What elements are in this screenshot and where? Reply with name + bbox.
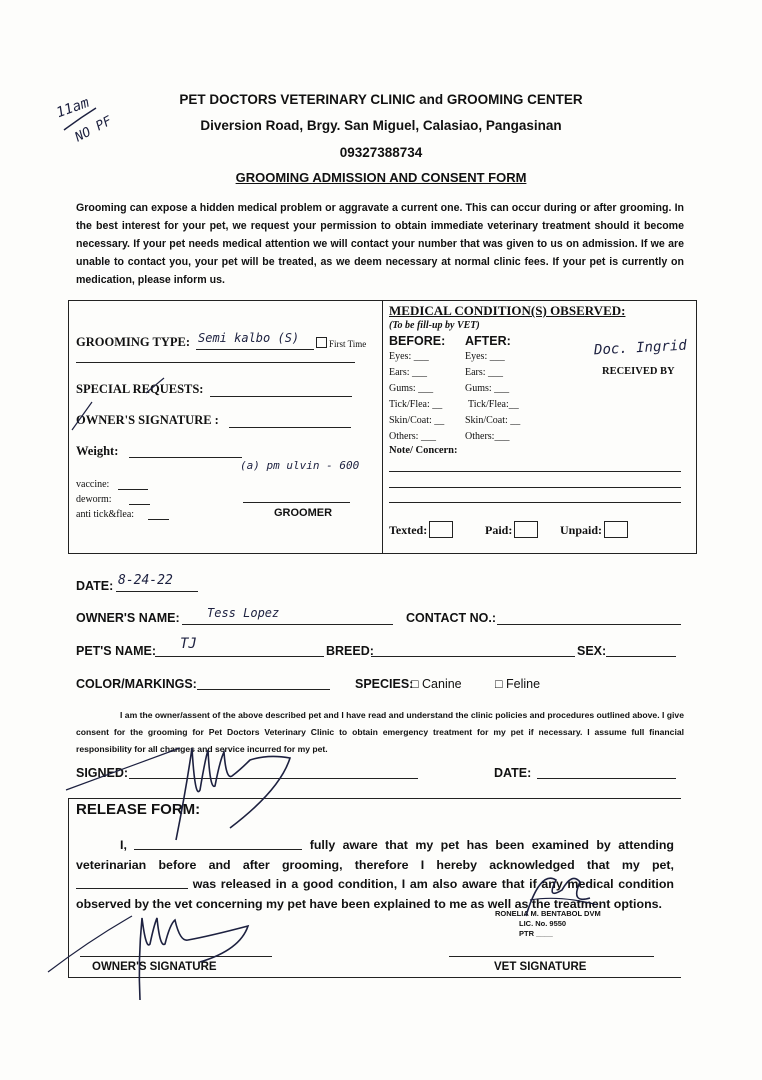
med-row-gums: Gums: ___ — [389, 383, 434, 394]
species-label: SPECIES: — [355, 677, 414, 691]
color-line[interactable] — [197, 689, 330, 690]
special-requests-line[interactable] — [210, 396, 352, 397]
med-row-ears-after: Ears: ___ — [465, 367, 504, 378]
first-time-option[interactable] — [316, 337, 366, 349]
paid-field[interactable]: Paid: — [485, 521, 538, 538]
release-pet-blank[interactable] — [76, 876, 188, 889]
release-text-2: was released in a good condition, I am also aware that if any medical condition observed by the vet concerning my pet have been explained to me as well as the treatment options. — [76, 877, 674, 911]
weight-line[interactable] — [129, 457, 242, 458]
clinic-phone: 09327388734 — [339, 145, 423, 160]
texted-checkbox[interactable] — [429, 521, 453, 538]
owner-sig-label: OWNER'S SIGNATURE — [92, 961, 217, 973]
consent-paragraph: I am the owner/assent of the above described pet and I have read and understand the clinic policies and procedures outlined above. I give consent for the grooming for Pet Doctors Veterinary Clinic to obtain emergency treatment for my pet if necessary. I assume full financial responsibility for all changes and service incurred for my pet. — [76, 710, 684, 754]
vaccine-line[interactable] — [118, 489, 148, 490]
first-time-label: First Time — [329, 339, 367, 349]
groomer-line[interactable] — [243, 502, 350, 503]
weight-note: (a) pm ulvin - 600 — [240, 459, 360, 472]
signed-date-label: DATE: — [494, 766, 532, 780]
unpaid-field[interactable]: Unpaid: — [560, 521, 628, 538]
date-value[interactable]: 8-24-22 — [118, 573, 173, 588]
medical-subtitle: (To be fill-up by VET) — [389, 320, 480, 331]
med-row-gums-after: Gums: ___ — [465, 383, 510, 394]
contact-label: CONTACT NO.: — [406, 611, 497, 625]
owners-signature-line[interactable] — [229, 427, 351, 428]
clinic-address: Diversion Road, Brgy. San Miguel, Calasiao, Pangasinan — [200, 118, 562, 133]
pet-name-label: PET'S NAME: — [76, 644, 157, 658]
owner-name-label: OWNER'S NAME: — [76, 611, 180, 625]
feline-option[interactable]: □ Feline — [495, 677, 541, 691]
canine-option[interactable]: □ Canine — [411, 677, 462, 691]
sex-label: SEX: — [577, 644, 607, 658]
med-row-skin-after: Skin/Coat: __ — [465, 415, 521, 426]
received-by-label: RECEIVED BY — [602, 366, 675, 377]
no-pf-annotation: NO PF — [72, 113, 115, 146]
date-line — [116, 591, 198, 592]
med-row-eyes: Eyes: ___ — [389, 351, 429, 362]
vet-stamp-lic: LIC. No. 9550 — [519, 919, 567, 928]
grooming-type-line-2 — [76, 362, 355, 363]
owner-name-line — [182, 624, 393, 625]
contact-line[interactable] — [497, 624, 681, 625]
intro-paragraph: Grooming can expose a hidden medical problem or aggravate a current one. This can occur during or after grooming. In the best interest for your pet, we request your permission to obtain immediate veterinary treatment should it become necessary. If your pet needs medical attention we will contact your number that was given to us on admission. If we are unable to contact you, your pet will be treated, as we deem necessary at normal clinic fees. If your pet is currently on medication, please inform us. — [76, 202, 684, 286]
signed-line[interactable] — [129, 778, 418, 779]
paid-checkbox[interactable] — [514, 521, 538, 538]
release-name-blank[interactable] — [134, 837, 302, 850]
weight-label: Weight: — [76, 444, 119, 458]
pet-name-line — [155, 656, 324, 657]
note-line-3[interactable] — [389, 502, 681, 503]
med-row-others-after: Others:___ — [465, 431, 510, 442]
owner-name-value[interactable]: Tess Lopez — [207, 606, 280, 620]
first-time-checkbox[interactable] — [316, 337, 327, 348]
time-annotation: 11am — [54, 94, 92, 122]
color-label: COLOR/MARKINGS: — [76, 677, 197, 691]
sex-line[interactable] — [606, 656, 676, 657]
grooming-type-value[interactable]: Semi kalbo (S) — [198, 331, 300, 345]
release-i-label: I, — [120, 838, 127, 852]
med-row-skin: Skin/Coat: __ — [389, 415, 445, 426]
deworm-line[interactable] — [129, 504, 150, 505]
anti-tick-label: anti tick&flea: — [76, 509, 135, 520]
owner-sig-line[interactable] — [80, 956, 272, 957]
signed-label: SIGNED: — [76, 766, 129, 780]
before-label: BEFORE: — [389, 334, 446, 348]
grooming-type-label: GROOMING TYPE: — [76, 335, 191, 349]
release-title: RELEASE FORM: — [76, 801, 201, 818]
med-row-others: Others: ___ — [389, 431, 436, 442]
release-paragraph — [76, 836, 674, 914]
med-row-eyes-after: Eyes: ___ — [465, 351, 505, 362]
breed-line[interactable] — [371, 656, 575, 657]
deworm-label: deworm: — [76, 494, 112, 505]
note-line-1[interactable] — [389, 471, 681, 472]
vet-sig-line[interactable] — [449, 956, 654, 957]
after-label: AFTER: — [465, 334, 511, 348]
release-text-1: fully aware that my pet has been examined by attending veterinarian before and after grooming, therefore I hereby acknowledged that my pet, — [76, 838, 674, 872]
received-by-value: Doc. Ingrid — [593, 337, 688, 359]
texted-field[interactable]: Texted: — [389, 521, 453, 538]
owners-signature-label: OWNER'S SIGNATURE : — [76, 413, 219, 427]
box-divider — [382, 300, 383, 553]
med-row-tick-after: Tick/Flea:__ — [468, 399, 519, 410]
med-row-ears: Ears: ___ — [389, 367, 428, 378]
clinic-name: PET DOCTORS VETERINARY CLINIC and GROOMING CENTER — [179, 92, 583, 107]
special-requests-label: SPECIAL REQUESTS: — [76, 382, 204, 396]
medical-title: MEDICAL CONDITION(S) OBSERVED: — [389, 303, 626, 318]
form-title: GROOMING ADMISSION AND CONSENT FORM — [235, 170, 527, 185]
anti-tick-line[interactable] — [148, 519, 169, 520]
vaccine-label: vaccine: — [76, 479, 110, 490]
vet-sig-label: VET SIGNATURE — [494, 961, 587, 973]
unpaid-checkbox[interactable] — [604, 521, 628, 538]
signed-date-line[interactable] — [537, 778, 676, 779]
grooming-type-line — [196, 349, 314, 350]
note-concern-label: Note/ Concern: — [389, 445, 458, 456]
vet-stamp-name: RONELIA M. BENTABOL DVM — [495, 909, 601, 918]
groomer-label: GROOMER — [274, 507, 333, 519]
med-row-tick: Tick/Flea: __ — [389, 399, 443, 410]
note-line-2[interactable] — [389, 487, 681, 488]
vet-stamp-ptr: PTR ____ — [519, 929, 553, 938]
date-label: DATE: — [76, 579, 114, 593]
pet-name-value[interactable]: TJ — [180, 636, 197, 652]
breed-label: BREED: — [326, 644, 374, 658]
